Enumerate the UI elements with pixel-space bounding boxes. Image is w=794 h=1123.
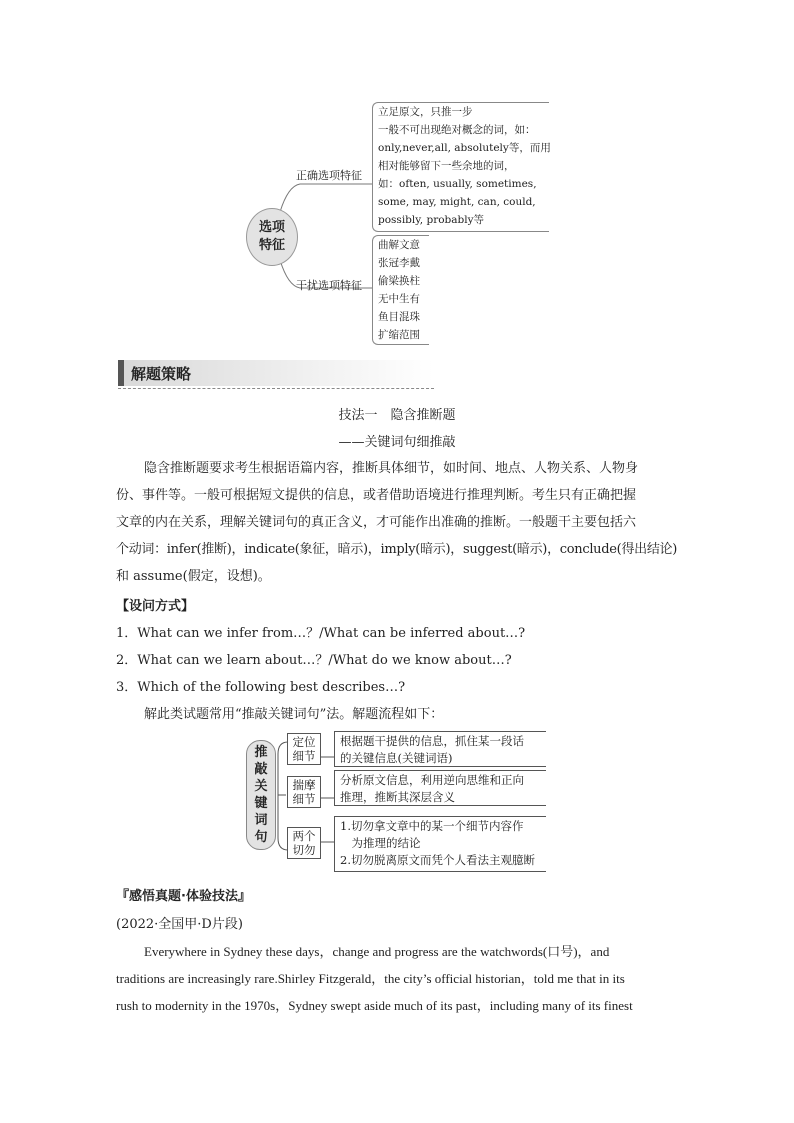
distractor-feature-line: 扩缩范围 xyxy=(378,329,420,341)
step-name-line: 细节 xyxy=(292,792,316,806)
practice-source: (2022·全国甲·D片段) xyxy=(116,917,243,932)
flow-label-char: 句 xyxy=(254,830,268,845)
technique-subtitle: ——关键词句细推敲 xyxy=(338,435,456,450)
section-header-bar xyxy=(118,360,124,386)
question-forms-heading: 【设问方式】 xyxy=(116,599,195,614)
mindmap-center-line1: 选项 xyxy=(258,220,285,235)
intro-line: 份、事件等。一般可根据短文提供的信息，或者借助语境进行推理判断。考生只有正确把握 xyxy=(116,488,637,503)
passage-line: traditions are increasingly rare.Shirley Fitzgerald，the city’s official historian，told me that in its xyxy=(116,971,625,986)
flow-step-locate xyxy=(287,733,321,765)
flow-label-char: 推 xyxy=(254,745,268,760)
question-form-item: 1．What can we infer from…？/What can be inferred about…? xyxy=(116,626,526,641)
step-desc-line: 的关键信息(关键词语) xyxy=(340,751,453,765)
correct-feature-line: 一般不可出现绝对概念的词，如： xyxy=(378,124,536,136)
step-name-line: 细节 xyxy=(292,749,316,763)
section-title: 解题策略 xyxy=(131,365,192,383)
branch-distractor-label: 干扰选项特征 xyxy=(296,279,362,292)
distractor-features-list xyxy=(378,236,420,344)
distractor-feature-line: 鱼目混珠 xyxy=(378,311,420,323)
question-form-item: 3．Which of the following best describes…? xyxy=(116,680,406,695)
correct-feature-line: only,never,all, absolutely等，而用 xyxy=(378,142,551,154)
correct-features-list xyxy=(378,103,551,229)
section-header xyxy=(118,360,434,386)
intro-line: 隐含推断题要求考生根据语篇内容，推断具体细节，如时间、地点、人物关系、人物身 xyxy=(144,461,639,476)
intro-line: 文章的内在关系，理解关键词句的真正含义，才可能作出准确的推断。一般题干主要包括六 xyxy=(116,515,637,530)
flow-step-two-donts xyxy=(287,827,321,859)
correct-feature-line: 如：often, usually, sometimes, xyxy=(378,178,537,190)
step-name-line: 定位 xyxy=(292,735,316,749)
flow-step-two-donts-desc xyxy=(334,816,546,872)
correct-feature-line: 立足原文，只推一步 xyxy=(378,106,473,118)
distractor-feature-line: 张冠李戴 xyxy=(378,257,420,269)
mindmap-center-line2: 特征 xyxy=(258,238,285,253)
section-divider xyxy=(118,388,434,389)
flow-step-ponder xyxy=(287,776,321,808)
mindmap-center xyxy=(246,208,298,266)
correct-feature-line: possibly, probably等 xyxy=(378,214,485,226)
step-desc-line: 分析原文信息，利用逆向思维和正向 xyxy=(340,773,524,787)
flow-main-label xyxy=(246,740,276,850)
distractor-feature-line: 曲解文意 xyxy=(378,239,420,251)
distractor-feature-line: 无中生有 xyxy=(378,293,420,305)
passage-line: Everywhere in Sydney these days，change and progress are the watchwords(口号)，and xyxy=(144,944,610,959)
question-form-item: 2．What can we learn about…？/What do we know about…? xyxy=(116,653,512,668)
intro-line: 和 assume(假定，设想)。 xyxy=(116,569,271,584)
intro-line: 个动词：infer(推断)，indicate(象征，暗示)，imply(暗示)，suggest(暗示)，conclude(得出结论) xyxy=(116,542,678,557)
step-name-line: 两个 xyxy=(292,829,316,843)
flow-label-char: 关 xyxy=(254,779,268,794)
step-desc-line: 为推理的结论 xyxy=(340,836,421,850)
passage-line: rush to modernity in the 1970s，Sydney swept aside much of its past，including many of its finest xyxy=(116,998,633,1013)
flow-step-locate-desc xyxy=(334,731,546,767)
step-name-line: 揣摩 xyxy=(292,778,316,792)
technique-title: 技法一 隐含推断题 xyxy=(338,408,456,423)
step-desc-line: 2.切勿脱离原文而凭个人看法主观臆断 xyxy=(340,853,535,867)
practice-heading: 『感悟真题·体验技法』 xyxy=(116,889,251,904)
flow-lead-text: 解此类试题常用“推敲关键词句”法。解题流程如下： xyxy=(144,707,444,722)
distractor-feature-line: 偷梁换柱 xyxy=(378,275,420,287)
step-desc-line: 根据题干提供的信息，抓住某一段话 xyxy=(340,734,524,748)
step-desc-line: 1.切勿拿文章中的某一个细节内容作 xyxy=(340,819,524,833)
step-desc-line: 推理，推断其深层含义 xyxy=(340,790,455,804)
correct-feature-line: 相对能够留下一些余地的词， xyxy=(378,160,515,172)
branch-correct-label: 正确选项特征 xyxy=(296,169,362,182)
step-name-line: 切勿 xyxy=(292,843,316,857)
flow-step-ponder-desc xyxy=(334,770,546,806)
flow-label-char: 键 xyxy=(254,796,268,811)
flow-label-char: 敲 xyxy=(254,762,268,777)
correct-feature-line: some, may, might, can, could, xyxy=(378,196,536,208)
flow-label-char: 词 xyxy=(254,813,268,828)
